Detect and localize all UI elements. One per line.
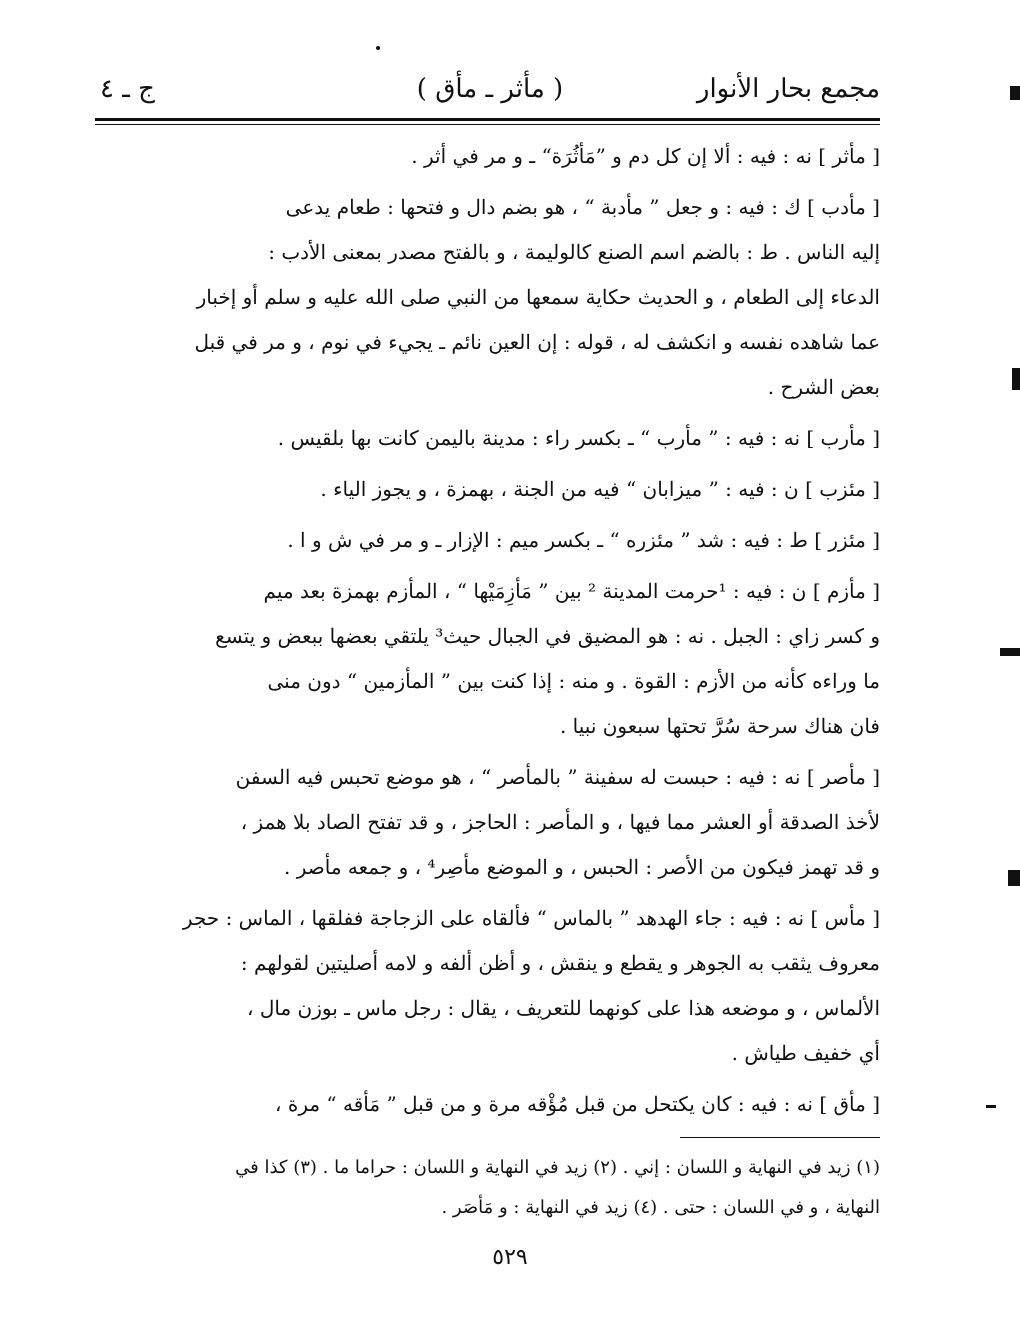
entry-maasir: [100, 755, 880, 890]
entry-line: لأخذ الصدقة أو العشر مما فيها ، و المأصر : الحاجز ، و قد تفتح الصاد بلا همز ،: [240, 810, 880, 834]
scan-margin-mark: [1012, 368, 1020, 390]
entry-line: [ مأق ] نه : فيه : كان يكتحل من قبل مُؤْقه مرة و من قبل ” مَأقه “ مرة ،: [275, 1092, 880, 1116]
entry-line: [ مأثر ] نه : فيه : ألا إن كل دم و ”مَأثُرَة“ ـ و مر في أثر .: [411, 144, 880, 168]
entry-line: ما وراءه كأنه من الأزم : القوة . و منه : إذا كنت بين ” المأزمين “ دون منى: [267, 669, 880, 693]
entry-line: الدعاء إلى الطعام ، و الحديث حكاية سمعها من النبي صلى الله عليه و سلم أو إخبار: [196, 285, 880, 309]
entry-line: الألماس ، و موضعه هذا على كونهما للتعريف ، يقال : رجل ماس ـ بوزن مال ،: [247, 996, 880, 1020]
entry-range: ( مأثر ـ مأق ): [416, 74, 564, 104]
entry-maas: [100, 896, 880, 1076]
entry-line: و كسر زاي : الجبل . نه : هو المضيق في الجبال حيث³ يلتقي بعضها ببعض و يتسع: [215, 624, 880, 648]
entry-line: [ مأصر ] نه : فيه : حبست له سفينة ” بالمأصر “ ، هو موضع تحبس فيه السفن: [235, 765, 880, 789]
entry-maadab: [100, 185, 880, 410]
entry-mizar: [100, 518, 880, 563]
scan-margin-mark: [1000, 648, 1020, 656]
entry-line: عما شاهده نفسه و انكشف له ، قوله : إن العين نائم ـ يجيء في نوم ، و مر في قبل: [194, 330, 880, 354]
entry-line: إليه الناس . ط : بالضم اسم الصنع كالوليمة ، و بالفتح مصدر بمعنى الأدب :: [268, 240, 880, 264]
entry-maaq: [100, 1082, 880, 1127]
scan-speck: [376, 46, 380, 50]
entry-line: [ مأزم ] ن : فيه : ¹حرمت المدينة ² بين ” مَأزِمَيْها “ ، المأزم بهمزة بعد ميم: [263, 579, 880, 603]
entry-maazim: [100, 569, 880, 749]
entry-line: [ مأرب ] نه : فيه : ” مأرب “ ـ بكسر راء : مدينة باليمن كانت بها بلقيس .: [277, 426, 880, 450]
footnotes: [100, 1148, 880, 1228]
page-number: ٥٢٩: [492, 1245, 528, 1270]
entry-line: [ مئزب ] ن : فيه : ” ميزابان “ فيه من الجنة ، بهمزة ، و يجوز الياء .: [320, 477, 880, 501]
scan-margin-mark: [986, 1105, 996, 1108]
book-title: مجمع بحار الأنوار: [696, 74, 880, 104]
running-header: [100, 70, 880, 114]
entry-maarib: [100, 416, 880, 461]
entry-line: و قد تهمز فيكون من الأصر : الحبس ، و الموضع مأصِر⁴ ، و جمعه مأصر .: [284, 855, 880, 879]
dictionary-body: [100, 134, 880, 1133]
entry-line: معروف يثقب به الجوهر و يقطع و ينقش ، و أظن ألفه و لامه أصليتين لقولهم :: [240, 951, 880, 975]
entry-line: [ مأس ] نه : فيه : جاء الهدهد ” بالماس “ فألقاه على الزجاجة ففلقها ، الماس : حجر: [182, 906, 880, 930]
entry-line: بعض الشرح .: [767, 375, 880, 399]
volume-number: ج ـ ٤: [100, 74, 155, 104]
header-rule-thin: [95, 124, 880, 125]
footnote-line: (١) زيد في النهاية و اللسان : إني . (٢) زيد في النهاية و اللسان : حراما ما . (٣) كذا في: [235, 1157, 880, 1178]
entry-maathir: [100, 134, 880, 179]
entry-line: [ مئزر ] ط : فيه : شد ” مئزره “ ـ بكسر ميم : الإزار ـ و مر في ش و ا .: [287, 528, 880, 552]
footnote-separator: [680, 1137, 880, 1138]
header-rule: [95, 118, 880, 121]
entry-mizab: [100, 467, 880, 512]
scan-margin-mark: [1010, 86, 1020, 100]
entry-line: [ مأدب ] ك : فيه : و جعل ” مأدبة “ ، هو بضم دال و فتحها : طعام يدعى: [285, 195, 880, 219]
entry-line: فان هناك سرحة سُرَّ تحتها سبعون نبيا .: [559, 714, 880, 738]
scan-margin-mark: [1008, 870, 1020, 886]
entry-line: أي خفيف طياش .: [731, 1041, 880, 1065]
footnote-line: النهاية ، و في اللسان : حتى . (٤) زيد في النهاية : و مَأصَر .: [441, 1197, 880, 1218]
